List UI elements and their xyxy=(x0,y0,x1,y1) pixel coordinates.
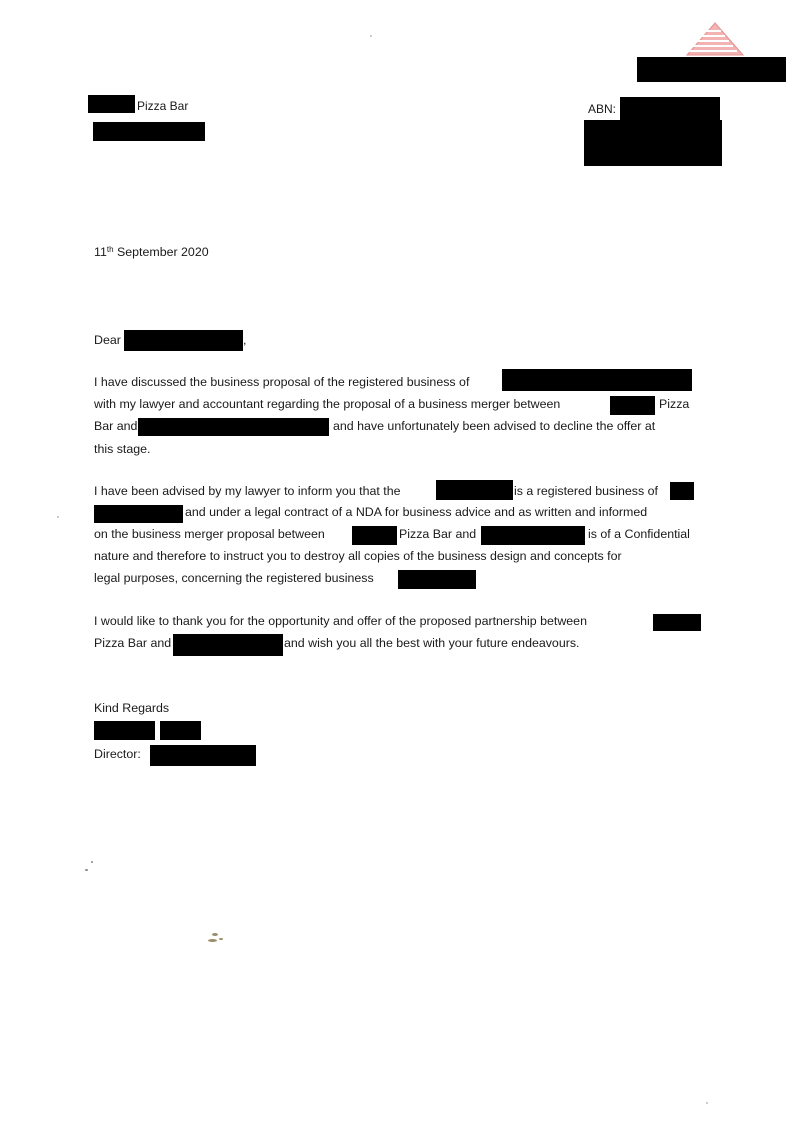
redacted-registered-business xyxy=(502,369,692,391)
redacted-signatory-last-name xyxy=(160,721,201,740)
scan-speck xyxy=(706,1102,708,1104)
director-label: Director: xyxy=(94,747,141,761)
redacted-business-name xyxy=(610,396,655,415)
salutation: Dear xyxy=(94,333,121,347)
redacted-business-address xyxy=(93,122,205,141)
redacted-business-name xyxy=(88,95,135,113)
redacted-registered-business xyxy=(398,570,476,589)
para2-line1: I have been advised by my lawyer to inform you that the xyxy=(94,484,401,498)
letter-date: 11th September 2020 xyxy=(94,245,209,259)
redacted-address-block xyxy=(584,120,722,166)
scan-speck xyxy=(57,516,59,518)
scan-speck xyxy=(219,938,223,940)
scan-speck xyxy=(85,869,88,871)
scan-speck xyxy=(91,861,93,863)
para3-line2: Pizza Bar and xyxy=(94,636,172,650)
para2-line3: on the business merger proposal between xyxy=(94,527,325,541)
redacted-recipient xyxy=(124,330,243,351)
redacted-name xyxy=(436,480,513,500)
para1-line2-end: Pizza xyxy=(659,397,690,411)
redacted-business-name xyxy=(653,614,701,631)
para1-line2: with my lawyer and accountant regarding the proposal of a business merger between xyxy=(94,397,561,411)
company-logo xyxy=(685,22,745,56)
para3-line2-end: and wish you all the best with your future endeavours. xyxy=(284,636,580,650)
redacted-owner xyxy=(94,505,183,523)
para2-line2: and under a legal contract of a NDA for business advice and as written and informed xyxy=(185,505,648,519)
redacted-signatory-first-name xyxy=(94,721,155,740)
para2-line3-mid: Pizza Bar and xyxy=(399,527,477,541)
redacted-abn xyxy=(620,97,720,122)
business-name-suffix: Pizza Bar xyxy=(137,99,189,113)
redacted-name xyxy=(670,482,694,500)
closing: Kind Regards xyxy=(94,701,170,715)
para2-line5: legal purposes, concerning the registered business xyxy=(94,571,374,585)
salutation-trail: , xyxy=(243,333,247,347)
para2-line3-end: is of a Confidential xyxy=(588,527,690,541)
redacted-other-business xyxy=(481,526,585,545)
para2-line4: nature and therefore to instruct you to destroy all copies of the business design and concepts for xyxy=(94,549,622,563)
redacted-director-name xyxy=(150,745,256,766)
para2-line1-mid: is a registered business of xyxy=(514,484,658,498)
para3-line1: I would like to thank you for the opportunity and offer of the proposed partnership between xyxy=(94,614,587,628)
redacted-company-name xyxy=(637,57,786,82)
scan-speck xyxy=(370,35,372,37)
redacted-other-business xyxy=(138,418,329,436)
para1-line3-end: and have unfortunately been advised to decline the offer at xyxy=(333,419,656,433)
scan-speck xyxy=(212,933,218,936)
para1-line4: this stage. xyxy=(94,442,151,456)
redacted-business-name xyxy=(352,526,397,545)
abn-label: ABN: xyxy=(588,102,617,116)
para1-line3: Bar and xyxy=(94,419,138,433)
para1-line1: I have discussed the business proposal of the registered business of xyxy=(94,375,470,389)
redacted-other-business xyxy=(173,634,283,656)
scan-speck xyxy=(208,939,217,942)
